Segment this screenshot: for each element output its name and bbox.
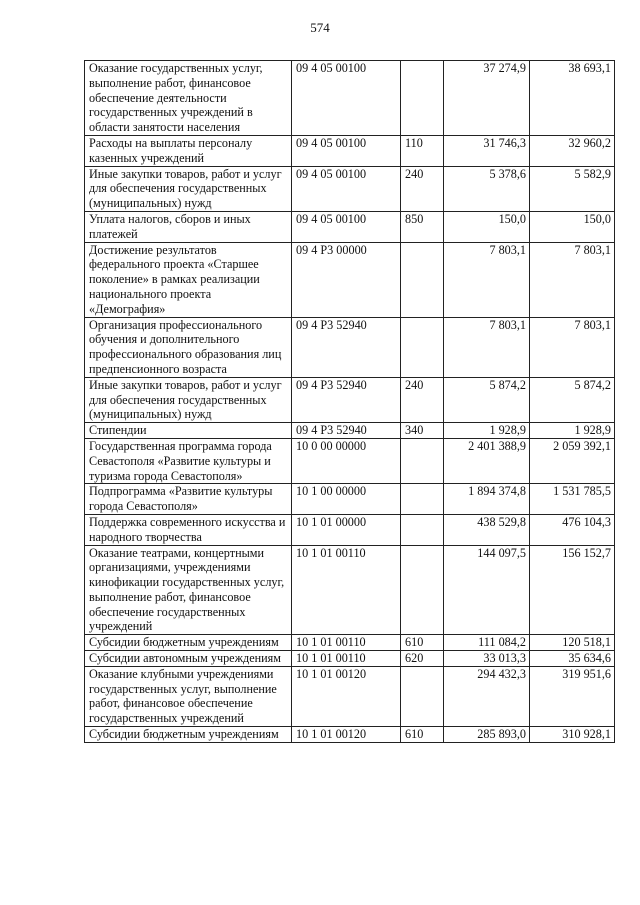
cell-amount-first: 150,0 (444, 211, 530, 242)
cell-expense-type (401, 242, 444, 317)
budget-table-body (85, 61, 615, 743)
cell-name: Оказание клубными учреждениями государственных услуг, выполнение работ, финансовое обеспечение государственных учреждений (85, 666, 292, 726)
table-row (85, 423, 615, 439)
cell-name: Оказание театрами, концертными организациями, учреждениями кинофикации государственных услуг, выполнение работ, финансовое обеспечение государственных учреждений (85, 545, 292, 635)
cell-amount-second: 2 059 392,1 (530, 438, 615, 483)
cell-name: Субсидии бюджетным учреждениям (85, 635, 292, 651)
cell-expense-type: 240 (401, 166, 444, 211)
cell-expense-type (401, 438, 444, 483)
cell-expense-type: 850 (401, 211, 444, 242)
table-row (85, 61, 615, 136)
cell-amount-first: 1 894 374,8 (444, 484, 530, 515)
cell-amount-first: 438 529,8 (444, 514, 530, 545)
cell-target-code: 10 0 00 00000 (292, 438, 401, 483)
cell-amount-first: 31 746,3 (444, 135, 530, 166)
cell-target-code: 09 4 P3 52940 (292, 377, 401, 422)
table-row (85, 666, 615, 726)
cell-amount-second: 120 518,1 (530, 635, 615, 651)
page-number: 574 (310, 20, 330, 35)
cell-target-code: 10 1 01 00120 (292, 666, 401, 726)
budget-table (84, 60, 615, 743)
cell-amount-second: 7 803,1 (530, 242, 615, 317)
cell-target-code: 10 1 01 00120 (292, 727, 401, 743)
table-row (85, 727, 615, 743)
cell-amount-first: 144 097,5 (444, 545, 530, 635)
table-row (85, 635, 615, 651)
table-row (85, 211, 615, 242)
cell-target-code: 10 1 01 00110 (292, 635, 401, 651)
cell-name: Расходы на выплаты персоналу казенных учреждений (85, 135, 292, 166)
cell-name: Стипендии (85, 423, 292, 439)
cell-amount-first: 285 893,0 (444, 727, 530, 743)
cell-amount-first: 1 928,9 (444, 423, 530, 439)
cell-name: Поддержка современного искусства и народного творчества (85, 514, 292, 545)
cell-expense-type (401, 317, 444, 377)
cell-name: Субсидии автономным учреждениям (85, 651, 292, 667)
cell-expense-type: 340 (401, 423, 444, 439)
cell-amount-second: 32 960,2 (530, 135, 615, 166)
cell-amount-first: 33 013,3 (444, 651, 530, 667)
cell-amount-second: 5 582,9 (530, 166, 615, 211)
table-row (85, 651, 615, 667)
cell-name: Организация профессионального обучения и дополнительного профессионального образования лиц предпенсионного возраста (85, 317, 292, 377)
cell-amount-first: 37 274,9 (444, 61, 530, 136)
cell-expense-type (401, 545, 444, 635)
cell-target-code: 09 4 P3 52940 (292, 317, 401, 377)
cell-expense-type (401, 666, 444, 726)
cell-amount-second: 35 634,6 (530, 651, 615, 667)
cell-amount-second: 476 104,3 (530, 514, 615, 545)
cell-target-code: 09 4 P3 00000 (292, 242, 401, 317)
cell-name: Субсидии бюджетным учреждениям (85, 727, 292, 743)
table-row (85, 317, 615, 377)
cell-amount-first: 5 378,6 (444, 166, 530, 211)
table-row (85, 545, 615, 635)
cell-name: Иные закупки товаров, работ и услуг для обеспечения государственных (муниципальных) нужд (85, 166, 292, 211)
cell-target-code: 10 1 01 00110 (292, 545, 401, 635)
cell-amount-second: 310 928,1 (530, 727, 615, 743)
table-row (85, 484, 615, 515)
cell-target-code: 09 4 05 00100 (292, 211, 401, 242)
cell-name: Достижение результатов федерального проекта «Старшее поколение» в рамках реализации национального проекта «Демография» (85, 242, 292, 317)
cell-amount-second: 319 951,6 (530, 666, 615, 726)
cell-expense-type (401, 484, 444, 515)
cell-amount-second: 5 874,2 (530, 377, 615, 422)
table-row (85, 166, 615, 211)
cell-target-code: 09 4 05 00100 (292, 166, 401, 211)
cell-amount-first: 294 432,3 (444, 666, 530, 726)
cell-name: Уплата налогов, сборов и иных платежей (85, 211, 292, 242)
cell-expense-type (401, 514, 444, 545)
cell-name: Оказание государственных услуг, выполнение работ, финансовое обеспечение деятельности государственных учреждений в области занятости населения (85, 61, 292, 136)
cell-target-code: 10 1 01 00000 (292, 514, 401, 545)
cell-name: Иные закупки товаров, работ и услуг для обеспечения государственных (муниципальных) нужд (85, 377, 292, 422)
cell-amount-second: 156 152,7 (530, 545, 615, 635)
cell-target-code: 09 4 05 00100 (292, 135, 401, 166)
cell-expense-type: 610 (401, 727, 444, 743)
cell-amount-second: 38 693,1 (530, 61, 615, 136)
cell-amount-first: 7 803,1 (444, 317, 530, 377)
table-row (85, 135, 615, 166)
cell-target-code: 10 1 00 00000 (292, 484, 401, 515)
cell-expense-type (401, 61, 444, 136)
cell-amount-first: 111 084,2 (444, 635, 530, 651)
cell-expense-type: 610 (401, 635, 444, 651)
cell-amount-first: 7 803,1 (444, 242, 530, 317)
cell-expense-type: 110 (401, 135, 444, 166)
cell-target-code: 09 4 05 00100 (292, 61, 401, 136)
table-row (85, 438, 615, 483)
cell-amount-second: 1 928,9 (530, 423, 615, 439)
cell-amount-second: 150,0 (530, 211, 615, 242)
cell-expense-type: 620 (401, 651, 444, 667)
cell-target-code: 09 4 P3 52940 (292, 423, 401, 439)
cell-expense-type: 240 (401, 377, 444, 422)
cell-name: Подпрограмма «Развитие культуры города Севастополя» (85, 484, 292, 515)
table-row (85, 242, 615, 317)
cell-amount-first: 5 874,2 (444, 377, 530, 422)
cell-amount-first: 2 401 388,9 (444, 438, 530, 483)
table-row (85, 514, 615, 545)
cell-target-code: 10 1 01 00110 (292, 651, 401, 667)
cell-amount-second: 1 531 785,5 (530, 484, 615, 515)
cell-name: Государственная программа города Севастополя «Развитие культуры и туризма города Севастополя» (85, 438, 292, 483)
table-row (85, 377, 615, 422)
cell-amount-second: 7 803,1 (530, 317, 615, 377)
